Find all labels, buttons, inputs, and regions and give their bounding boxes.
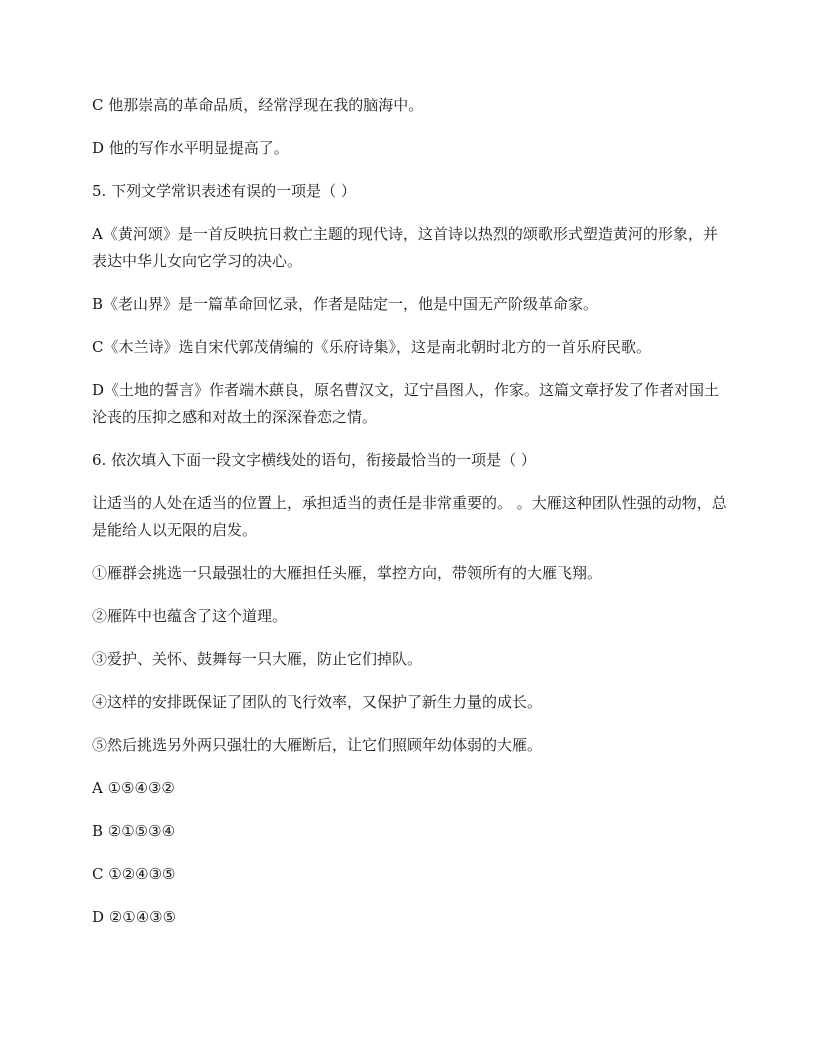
sentence-5: ⑤然后挑选另外两只强壮的大雁断后，让它们照顾年幼体弱的大雁。 bbox=[92, 736, 543, 754]
option-c-q5: C《木兰诗》选自宋代郭茂倩编的《乐府诗集》，这是南北朝时北方的一首乐府民歌。 bbox=[92, 338, 651, 356]
question-6-passage: 让适当的人处在适当的位置上，承担适当的责任是非常重要的。 。大雁这种团队性强的动物，总是能给人以无限的启发。 bbox=[92, 494, 727, 539]
option-b-q5: B《老山界》是一篇革命回忆录，作者是陆定一，他是中国无产阶级革命家。 bbox=[92, 295, 599, 313]
option-c-q6: C ①②④③⑤ bbox=[92, 865, 176, 883]
sentence-3: ③爱护、关怀、鼓舞每一只大雁，防止它们掉队。 bbox=[92, 650, 423, 668]
option-d-q5: D《土地的誓言》作者端木蕻良，原名曹汉文，辽宁昌图人，作家。这篇文章抒发了作者对国土沦丧的压抑之感和对故土的深深眷恋之情。 bbox=[92, 381, 720, 426]
document-page bbox=[92, 92, 732, 931]
sentence-4: ④这样的安排既保证了团队的飞行效率，又保护了新生力量的成长。 bbox=[92, 693, 543, 711]
option-a-q6: A ①⑤④③② bbox=[92, 779, 175, 797]
question-5: 5. 下列文学常识表述有误的一项是（ ） bbox=[92, 182, 356, 200]
question-6: 6. 依次填入下面一段文字横线处的语句，衔接最恰当的一项是（ ） bbox=[92, 451, 536, 469]
option-d-q6: D ②①④③⑤ bbox=[92, 908, 177, 926]
sentence-1: ①雁群会挑选一只最强壮的大雁担任头雁，掌控方向，带领所有的大雁飞翔。 bbox=[92, 564, 603, 582]
option-b-q6: B ②①⑤③④ bbox=[92, 822, 176, 840]
option-d-q4: D 他的写作水平明显提高了。 bbox=[92, 139, 289, 157]
option-a-q5: A《黄河颂》是一首反映抗日救亡主题的现代诗，这首诗以热烈的颂歌形式塑造黄河的形象，并表达中华儿女向它学习的决心。 bbox=[92, 225, 718, 270]
sentence-2: ②雁阵中也蕴含了这个道理。 bbox=[92, 607, 288, 625]
option-c-q4: C 他那崇高的革命品质，经常浮现在我的脑海中。 bbox=[92, 96, 424, 114]
